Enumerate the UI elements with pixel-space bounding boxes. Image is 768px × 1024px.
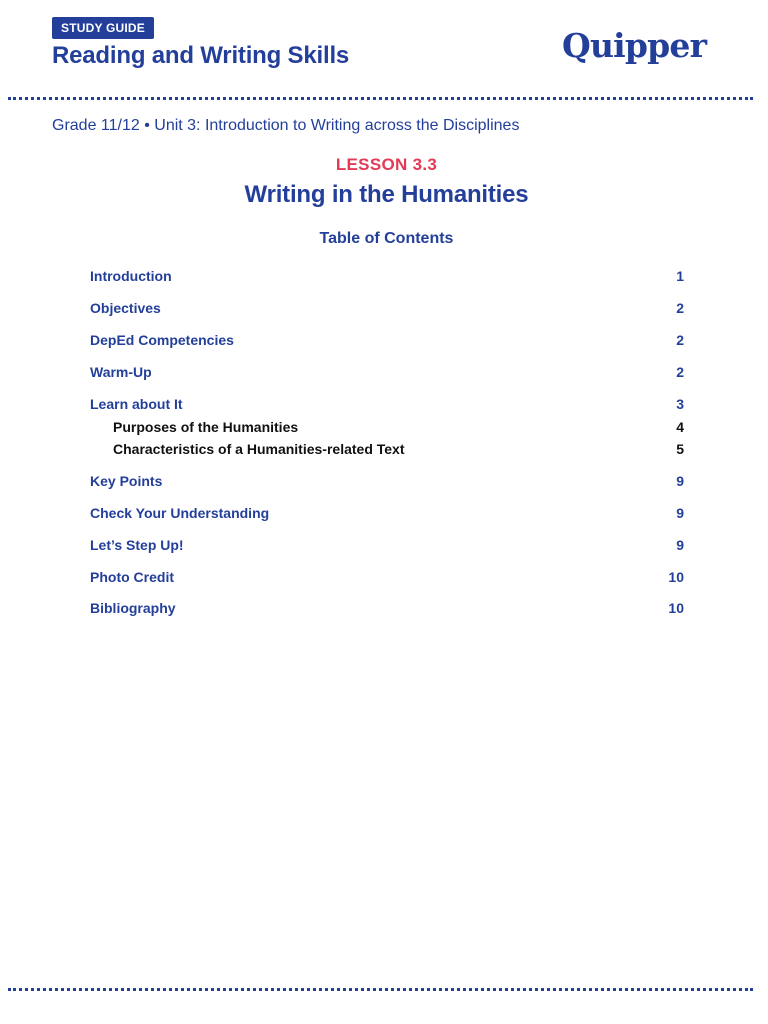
toc-entry-label: Bibliography xyxy=(90,600,176,616)
lesson-title: Writing in the Humanities xyxy=(244,181,529,208)
toc-entry-page: 9 xyxy=(676,473,684,489)
toc-entry-page: 2 xyxy=(676,364,684,380)
toc-entry-page: 9 xyxy=(676,537,684,553)
toc-entry-label: Purposes of the Humanities xyxy=(113,419,299,435)
toc-entry-label: Let’s Step Up! xyxy=(90,537,184,553)
toc-heading: Table of Contents xyxy=(319,230,454,247)
toc-entry-label: Characteristics of a Humanities-related Text xyxy=(113,441,405,457)
toc-entry-page: 3 xyxy=(676,396,684,412)
toc-entry-page: 9 xyxy=(676,505,684,521)
toc-entry-page: 10 xyxy=(668,600,684,616)
toc-entry-label: Check Your Understanding xyxy=(90,505,270,521)
toc-entry-page: 2 xyxy=(676,332,684,348)
toc-entry-page: 5 xyxy=(676,441,684,457)
top-dotted-divider xyxy=(8,97,753,100)
toc-entry-label: Objectives xyxy=(90,300,161,316)
toc-entry[interactable] xyxy=(90,505,684,521)
toc-entry[interactable] xyxy=(90,537,684,553)
unit-line: Grade 11/12 • Unit 3: Introduction to Writing across the Disciplines xyxy=(52,117,520,134)
toc-entry[interactable] xyxy=(90,300,684,316)
toc-entry[interactable] xyxy=(90,332,684,348)
toc-entry[interactable] xyxy=(90,268,684,284)
toc-subentry[interactable] xyxy=(90,441,684,457)
toc-entry[interactable] xyxy=(90,569,684,585)
toc-entry-label: Learn about It xyxy=(90,396,183,412)
quipper-logo: Quipper xyxy=(562,26,707,65)
toc-entry[interactable] xyxy=(90,600,684,616)
course-title: Reading and Writing Skills xyxy=(52,42,350,69)
toc-entry[interactable] xyxy=(90,364,684,380)
toc-entry-label: Key Points xyxy=(90,473,163,489)
toc-entry-label: Photo Credit xyxy=(90,569,174,585)
lesson-label: LESSON 3.3 xyxy=(335,155,438,174)
bottom-dotted-divider xyxy=(8,988,753,991)
toc-entry[interactable] xyxy=(90,473,684,489)
toc-entry-label: DepEd Competencies xyxy=(90,332,234,348)
toc-entry-page: 10 xyxy=(668,569,684,585)
toc-entry-page: 2 xyxy=(676,300,684,316)
toc-entry-page: 1 xyxy=(676,268,684,284)
toc-entry[interactable] xyxy=(90,396,684,412)
study-guide-badge: STUDY GUIDE xyxy=(52,17,154,39)
toc-entry-page: 4 xyxy=(676,419,684,435)
toc-entry-label: Warm-Up xyxy=(90,364,152,380)
toc-subentry[interactable] xyxy=(90,419,684,435)
toc-entry-label: Introduction xyxy=(90,268,172,284)
